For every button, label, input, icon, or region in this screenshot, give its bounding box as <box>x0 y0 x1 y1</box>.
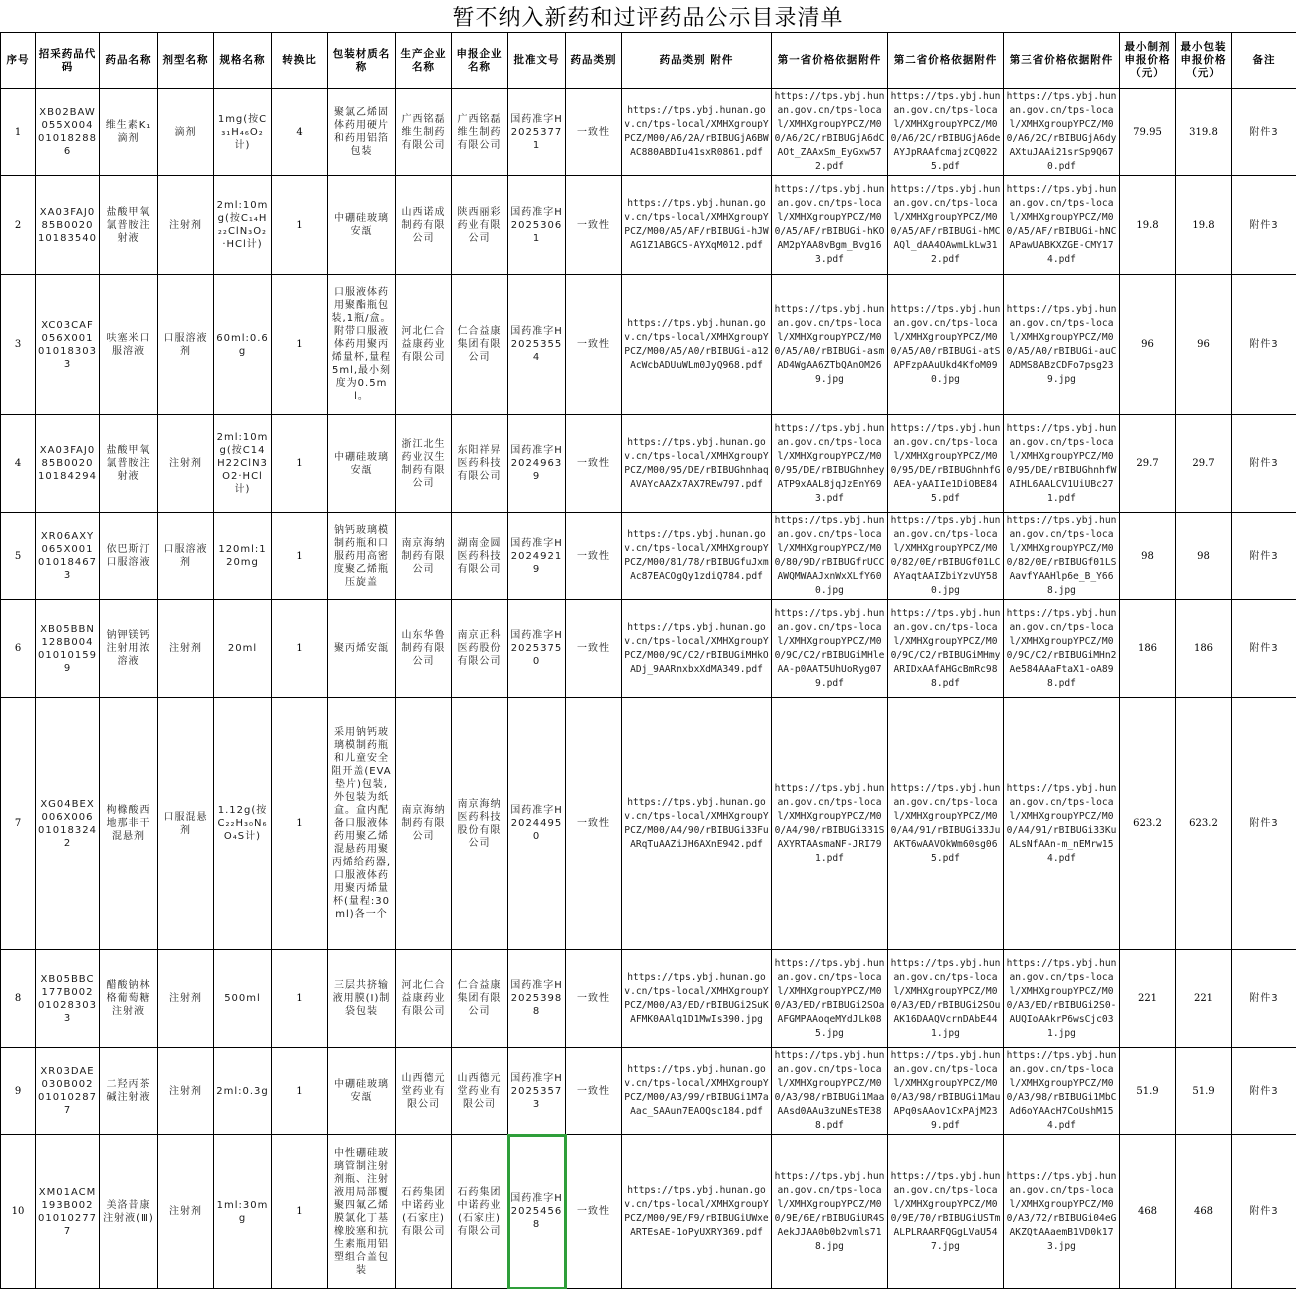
cell-approval[interactable]: 国药准字H20244950 <box>508 698 566 950</box>
cell-spec[interactable]: 20ml <box>214 600 272 698</box>
cell-min-pack-price[interactable]: 468 <box>1176 1135 1232 1289</box>
cell-price-basis-1[interactable]: https://tps.ybj.hunan.gov.cn/tps-local/XMHXgroupYPCZ/M00/A3/ED/rBIBUGi2SOaAFGMPAAoqeMYdJLk085.jpg <box>772 950 888 1048</box>
cell-code[interactable]: XB05BBN128B004010101599 <box>36 600 100 698</box>
cell-pack[interactable]: 口服液体药用聚酯瓶包装,1瓶/盒。附带口服液体药用聚丙烯量杯,量程5ml,最小刻度为0.5ml。 <box>328 275 396 415</box>
cell-min-prep-price[interactable]: 79.95 <box>1120 89 1176 176</box>
cell-price-basis-2[interactable]: https://tps.ybj.hunan.gov.cn/tps-local/XMHXgroupYPCZ/M00/9E/70/rBIBUGiUSTmALPLRAARFQGgLVaU547.jpg <box>888 1135 1004 1289</box>
cell-category-attachment[interactable]: https://tps.ybj.hunan.gov.cn/tps-local/XMHXgroupYPCZ/M00/A3/99/rBIBUGi1M7aAac_SAAun7EAOQsc184.pdf <box>622 1048 772 1135</box>
cell-note[interactable]: 附件3 <box>1232 415 1296 513</box>
cell-pack[interactable]: 中硼硅玻璃安瓿 <box>328 176 396 275</box>
cell-price-basis-3[interactable]: https://tps.ybj.hunan.gov.cn/tps-local/XMHXgroupYPCZ/M00/A3/98/rBIBUGi1MbCAd6oYAAcH7CoUshM154.pdf <box>1004 1048 1120 1135</box>
cell-price-basis-3[interactable]: https://tps.ybj.hunan.gov.cn/tps-local/XMHXgroupYPCZ/M00/95/DE/rBIBUGhnhfWAIHL6AALCV1UiUBc271.pdf <box>1004 415 1120 513</box>
cell-maker[interactable]: 山东华鲁制药有限公司 <box>396 600 452 698</box>
cell-spec[interactable]: 500ml <box>214 950 272 1048</box>
cell-note[interactable]: 附件3 <box>1232 950 1296 1048</box>
cell-spec[interactable]: 1ml:30mg <box>214 1135 272 1289</box>
cell-price-basis-2[interactable]: https://tps.ybj.hunan.gov.cn/tps-local/XMHXgroupYPCZ/M00/A6/2C/rBIBUGjA6deAYJpRAAfcmajzCQ0225.pdf <box>888 89 1004 176</box>
cell-ratio[interactable]: 1 <box>272 1048 328 1135</box>
table-row <box>1 698 1296 950</box>
cell-category-attachment[interactable]: https://tps.ybj.hunan.gov.cn/tps-local/XMHXgroupYPCZ/M00/A3/ED/rBIBUGi2SuKAFMK0AAlq1D1MwIs390.jpg <box>622 950 772 1048</box>
cell-applicant[interactable]: 湖南金圆医药科技有限公司 <box>452 513 508 600</box>
cell-code[interactable]: XB05BBC177B002010283033 <box>36 950 100 1048</box>
col-header-seq[interactable]: 序号 <box>1 33 36 89</box>
cell-min-prep-price[interactable]: 29.7 <box>1120 415 1176 513</box>
cell-pack[interactable]: 聚丙烯安瓿 <box>328 600 396 698</box>
cell-code[interactable]: XA03FAJ085B002010184294 <box>36 415 100 513</box>
cell-seq[interactable]: 6 <box>1 600 36 698</box>
cell-note[interactable]: 附件3 <box>1232 275 1296 415</box>
cell-code[interactable]: XC03CAF056X001010183033 <box>36 275 100 415</box>
cell-seq[interactable]: 4 <box>1 415 36 513</box>
cell-price-basis-3[interactable]: https://tps.ybj.hunan.gov.cn/tps-local/XMHXgroupYPCZ/M00/A6/2C/rBIBUGjA6dyAXtuJAAi21srSp9Q670.pdf <box>1004 89 1120 176</box>
cell-maker[interactable]: 河北仁合益康药业有限公司 <box>396 950 452 1048</box>
cell-category[interactable]: 一致性 <box>566 1135 622 1289</box>
cell-approval[interactable]: 国药准字H20253988 <box>508 950 566 1048</box>
cell-maker[interactable]: 浙江北生药业汉生制药有限公司 <box>396 415 452 513</box>
cell-spec[interactable]: 120ml:120mg <box>214 513 272 600</box>
cell-form[interactable]: 注射剂 <box>158 176 214 275</box>
cell-pack[interactable]: 中硼硅玻璃安瓿 <box>328 415 396 513</box>
col-header-code[interactable]: 招采药品代码 <box>36 33 100 89</box>
cell-category[interactable]: 一致性 <box>566 600 622 698</box>
cell-ratio[interactable]: 1 <box>272 698 328 950</box>
cell-ratio[interactable]: 1 <box>272 513 328 600</box>
cell-name[interactable]: 二羟丙茶碱注射液 <box>100 1048 158 1135</box>
cell-name[interactable]: 醋酸钠林格葡萄糖注射液 <box>100 950 158 1048</box>
cell-maker[interactable]: 山西德元堂药业有限公司 <box>396 1048 452 1135</box>
cell-note[interactable]: 附件3 <box>1232 1048 1296 1135</box>
cell-price-basis-2[interactable]: https://tps.ybj.hunan.gov.cn/tps-local/XMHXgroupYPCZ/M00/9C/C2/rBIBUGiMHmyARIDxAAfAHGcBmRc988.pdf <box>888 600 1004 698</box>
cell-code[interactable]: XR03DAE030B002010102877 <box>36 1048 100 1135</box>
col-header-price-basis-3[interactable]: 第三省价格依据附件 <box>1004 33 1120 89</box>
cell-category-attachment[interactable]: https://tps.ybj.hunan.gov.cn/tps-local/XMHXgroupYPCZ/M00/A5/AF/rBIBUGi-hJWAG1Z1ABGCS-AYXqM012.pdf <box>622 176 772 275</box>
cell-form[interactable]: 注射剂 <box>158 1135 214 1289</box>
cell-price-basis-1[interactable]: https://tps.ybj.hunan.gov.cn/tps-local/XMHXgroupYPCZ/M00/A6/2C/rBIBUGjA6dCAOt_ZAAxSm_EyGxw572.pdf <box>772 89 888 176</box>
cell-category[interactable]: 一致性 <box>566 275 622 415</box>
table-row <box>1 1048 1296 1135</box>
cell-name[interactable]: 呋塞米口服溶液 <box>100 275 158 415</box>
cell-price-basis-1[interactable]: https://tps.ybj.hunan.gov.cn/tps-local/XMHXgroupYPCZ/M00/A4/90/rBIBUGi331SAXYRTAAsmaNF-JRI791.pdf <box>772 698 888 950</box>
cell-seq[interactable]: 9 <box>1 1048 36 1135</box>
cell-min-pack-price[interactable]: 221 <box>1176 950 1232 1048</box>
cell-note[interactable]: 附件3 <box>1232 513 1296 600</box>
cell-min-prep-price[interactable]: 221 <box>1120 950 1176 1048</box>
cell-spec[interactable]: 1mg(按C₃₁H₄₆O₂计) <box>214 89 272 176</box>
cell-category-attachment[interactable]: https://tps.ybj.hunan.gov.cn/tps-local/XMHXgroupYPCZ/M00/A5/A0/rBIBUGi-a12AcWcbADUuWLm0JyQ968.pdf <box>622 275 772 415</box>
drug-list-table <box>0 32 1296 1289</box>
cell-pack[interactable]: 三层共挤输液用膜(Ⅰ)制袋包装 <box>328 950 396 1048</box>
col-header-maker[interactable]: 生产企业名称 <box>396 33 452 89</box>
cell-category[interactable]: 一致性 <box>566 698 622 950</box>
table-row <box>1 415 1296 513</box>
cell-maker[interactable]: 石药集团中诺药业(石家庄)有限公司 <box>396 1135 452 1289</box>
cell-ratio[interactable]: 1 <box>272 415 328 513</box>
col-header-approval[interactable]: 批准文号 <box>508 33 566 89</box>
cell-price-basis-2[interactable]: https://tps.ybj.hunan.gov.cn/tps-local/XMHXgroupYPCZ/M00/A5/AF/rBIBUGi-hMCAQl_dAA4OAwmLkLw312.pdf <box>888 176 1004 275</box>
cell-spec[interactable]: 2ml:10mg(按C₁₄H₂₂ClN₃O₂·HCl计) <box>214 176 272 275</box>
cell-form[interactable]: 注射剂 <box>158 1048 214 1135</box>
cell-maker[interactable]: 广西铭磊维生制药有限公司 <box>396 89 452 176</box>
cell-applicant[interactable]: 仁合益康集团有限公司 <box>452 950 508 1048</box>
cell-min-pack-price[interactable]: 98 <box>1176 513 1232 600</box>
cell-category-attachment[interactable]: https://tps.ybj.hunan.gov.cn/tps-local/XMHXgroupYPCZ/M00/A6/2A/rBIBUGjA6BWAC880ABDIu41sxR0861.pdf <box>622 89 772 176</box>
cell-form[interactable]: 口服混悬剂 <box>158 698 214 950</box>
cell-code[interactable]: XB02BAW055X004010182886 <box>36 89 100 176</box>
cell-name[interactable]: 依巴斯汀口服溶液 <box>100 513 158 600</box>
cell-category[interactable]: 一致性 <box>566 176 622 275</box>
col-header-ratio[interactable]: 转换比 <box>272 33 328 89</box>
cell-price-basis-2[interactable]: https://tps.ybj.hunan.gov.cn/tps-local/XMHXgroupYPCZ/M00/A3/ED/rBIBUGi2SOuAK16DAAQVcrnDAbE441.jpg <box>888 950 1004 1048</box>
cell-category[interactable]: 一致性 <box>566 1048 622 1135</box>
table-row <box>1 950 1296 1048</box>
cell-seq[interactable]: 8 <box>1 950 36 1048</box>
cell-applicant[interactable]: 广西铭磊维生制药有限公司 <box>452 89 508 176</box>
cell-spec[interactable]: 2ml:0.3g <box>214 1048 272 1135</box>
cell-applicant[interactable]: 东阳祥昇医药科技有限公司 <box>452 415 508 513</box>
header-row <box>1 33 1296 89</box>
cell-price-basis-1[interactable]: https://tps.ybj.hunan.gov.cn/tps-local/XMHXgroupYPCZ/M00/9E/6E/rBIBUGiUR4SAekJJAA0b0b2vmls718.jpg <box>772 1135 888 1289</box>
cell-price-basis-3[interactable]: https://tps.ybj.hunan.gov.cn/tps-local/XMHXgroupYPCZ/M00/9C/C2/rBIBUGiMHn2Ae584AAaFtaX1-oA898.pdf <box>1004 600 1120 698</box>
cell-price-basis-3[interactable]: https://tps.ybj.hunan.gov.cn/tps-local/XMHXgroupYPCZ/M00/A3/ED/rBIBUGi2S0-AUQIoAAkrP6wsCjc031.jpg <box>1004 950 1120 1048</box>
cell-min-prep-price[interactable]: 19.8 <box>1120 176 1176 275</box>
cell-price-basis-1[interactable]: https://tps.ybj.hunan.gov.cn/tps-local/XMHXgroupYPCZ/M00/A5/A0/rBIBUGi-asmAD4WgAA6ZTbQAnOM269.jpg <box>772 275 888 415</box>
cell-approval-selected[interactable]: 国药准字H20254568 <box>508 1135 566 1289</box>
cell-category[interactable]: 一致性 <box>566 513 622 600</box>
cell-form[interactable]: 滴剂 <box>158 89 214 176</box>
col-header-spec[interactable]: 规格名称 <box>214 33 272 89</box>
cell-ratio[interactable]: 1 <box>272 1135 328 1289</box>
cell-form[interactable]: 口服溶液剂 <box>158 275 214 415</box>
cell-approval[interactable]: 国药准字H20253061 <box>508 176 566 275</box>
cell-pack[interactable]: 聚氯乙烯固体药用硬片和药用铝箔包装 <box>328 89 396 176</box>
table-row <box>1 600 1296 698</box>
cell-category-attachment[interactable]: https://tps.ybj.hunan.gov.cn/tps-local/XMHXgroupYPCZ/M00/95/DE/rBIBUGhnhaqAVAYcAAZx7AX7REw797.pdf <box>622 415 772 513</box>
col-header-pack[interactable]: 包装材质名称 <box>328 33 396 89</box>
col-header-category[interactable]: 药品类别 <box>566 33 622 89</box>
table-row <box>1 176 1296 275</box>
cell-approval[interactable]: 国药准字H20249639 <box>508 415 566 513</box>
cell-pack[interactable]: 采用钠钙玻璃模制药瓶和儿童安全阻开盖(EVA垫片)包装,外包装为纸盒。盒内配备口服液体药用聚乙烯混悬药用聚丙烯给药器,口服液体药用聚丙烯量杯(量程:30ml)各一个 <box>328 698 396 950</box>
cell-category-attachment[interactable]: https://tps.ybj.hunan.gov.cn/tps-local/XMHXgroupYPCZ/M00/81/78/rBIBUGfuJxmAc87EACOgQy1zdiQ784.pdf <box>622 513 772 600</box>
cell-price-basis-1[interactable]: https://tps.ybj.hunan.gov.cn/tps-local/XMHXgroupYPCZ/M00/A5/AF/rBIBUGi-hKOAM2pYAA8vBgm_Bvg163.pdf <box>772 176 888 275</box>
cell-maker[interactable]: 山西诺成制药有限公司 <box>396 176 452 275</box>
cell-approval[interactable]: 国药准字H20253573 <box>508 1048 566 1135</box>
cell-maker[interactable]: 河北仁合益康药业有限公司 <box>396 275 452 415</box>
col-header-price-basis-1[interactable]: 第一省价格依据附件 <box>772 33 888 89</box>
cell-approval[interactable]: 国药准字H20253771 <box>508 89 566 176</box>
cell-min-prep-price[interactable]: 96 <box>1120 275 1176 415</box>
cell-ratio[interactable]: 1 <box>272 176 328 275</box>
table-row <box>1 513 1296 600</box>
cell-form[interactable]: 注射剂 <box>158 600 214 698</box>
cell-price-basis-2[interactable]: https://tps.ybj.hunan.gov.cn/tps-local/XMHXgroupYPCZ/M00/A4/91/rBIBUGi33JuAKT6wAAVOkWm60sg065.pdf <box>888 698 1004 950</box>
table-row <box>1 1135 1296 1289</box>
cell-min-prep-price[interactable]: 98 <box>1120 513 1176 600</box>
cell-note[interactable]: 附件3 <box>1232 89 1296 176</box>
cell-form[interactable]: 注射剂 <box>158 950 214 1048</box>
cell-price-basis-3[interactable]: https://tps.ybj.hunan.gov.cn/tps-local/XMHXgroupYPCZ/M00/82/0E/rBIBUGf01LSAavfYAAHlp6e_B_Y668.jpg <box>1004 513 1120 600</box>
cell-note[interactable]: 附件3 <box>1232 600 1296 698</box>
cell-min-pack-price[interactable]: 51.9 <box>1176 1048 1232 1135</box>
cell-applicant[interactable]: 仁合益康集团有限公司 <box>452 275 508 415</box>
cell-note[interactable]: 附件3 <box>1232 176 1296 275</box>
cell-code[interactable]: XG04BEX006X006010183242 <box>36 698 100 950</box>
cell-name[interactable]: 盐酸甲氧氯普胺注射液 <box>100 415 158 513</box>
cell-code[interactable]: XA03FAJ085B002010183540 <box>36 176 100 275</box>
cell-applicant[interactable]: 陕西丽彩药业有限公司 <box>452 176 508 275</box>
col-header-price-basis-2[interactable]: 第二省价格依据附件 <box>888 33 1004 89</box>
cell-maker[interactable]: 南京海纳制药有限公司 <box>396 513 452 600</box>
cell-name[interactable]: 枸橼酸西地那非干混悬剂 <box>100 698 158 950</box>
cell-price-basis-3[interactable]: https://tps.ybj.hunan.gov.cn/tps-local/XMHXgroupYPCZ/M00/A3/72/rBIBUGi04eGAKZQtAAaemB1VD0k173.jpg <box>1004 1135 1120 1289</box>
cell-price-basis-2[interactable]: https://tps.ybj.hunan.gov.cn/tps-local/XMHXgroupYPCZ/M00/95/DE/rBIBUGhnhfGAEA-yAAIIe1DiOBE845.pdf <box>888 415 1004 513</box>
cell-code[interactable]: XR06AXY065X001010184673 <box>36 513 100 600</box>
cell-price-basis-2[interactable]: https://tps.ybj.hunan.gov.cn/tps-local/XMHXgroupYPCZ/M00/82/0E/rBIBUGf01LCAYaqtAAIZbiYzvUY580.jpg <box>888 513 1004 600</box>
cell-spec[interactable]: 60ml:0.6g <box>214 275 272 415</box>
col-header-min-pack-price[interactable]: 最小包装申报价格（元） <box>1176 33 1232 89</box>
col-header-form[interactable]: 剂型名称 <box>158 33 214 89</box>
sheet-title: 暂不纳入新药和过评药品公示目录清单 <box>0 0 1296 32</box>
col-header-min-prep-price[interactable]: 最小制剂申报价格（元） <box>1120 33 1176 89</box>
cell-maker[interactable]: 南京海纳制药有限公司 <box>396 698 452 950</box>
cell-approval[interactable]: 国药准字H20253554 <box>508 275 566 415</box>
cell-category[interactable]: 一致性 <box>566 950 622 1048</box>
cell-applicant[interactable]: 山西德元堂药业有限公司 <box>452 1048 508 1135</box>
cell-price-basis-3[interactable]: https://tps.ybj.hunan.gov.cn/tps-local/XMHXgroupYPCZ/M00/A5/A0/rBIBUGi-auCADMS8ABzCDFo7psg239.jpg <box>1004 275 1120 415</box>
cell-name[interactable]: 美洛昔康注射液(Ⅲ) <box>100 1135 158 1289</box>
cell-applicant[interactable]: 南京正科医药股份有限公司 <box>452 600 508 698</box>
table-row <box>1 89 1296 176</box>
col-header-note[interactable]: 备注 <box>1232 33 1296 89</box>
cell-ratio[interactable]: 4 <box>272 89 328 176</box>
cell-note[interactable]: 附件3 <box>1232 698 1296 950</box>
cell-code[interactable]: XM01ACM193B002010102777 <box>36 1135 100 1289</box>
cell-price-basis-2[interactable]: https://tps.ybj.hunan.gov.cn/tps-local/XMHXgroupYPCZ/M00/A3/98/rBIBUGi1MauAPq0sAAov1CxPAjM239.pdf <box>888 1048 1004 1135</box>
cell-price-basis-1[interactable]: https://tps.ybj.hunan.gov.cn/tps-local/XMHXgroupYPCZ/M00/80/9D/rBIBUGfrUCCAWQMWAAJxnWxXLfY600.jpg <box>772 513 888 600</box>
cell-category[interactable]: 一致性 <box>566 89 622 176</box>
cell-min-pack-price[interactable]: 19.8 <box>1176 176 1232 275</box>
cell-approval[interactable]: 国药准字H20253750 <box>508 600 566 698</box>
cell-applicant[interactable]: 南京海纳医药科技股份有限公司 <box>452 698 508 950</box>
cell-min-prep-price[interactable]: 468 <box>1120 1135 1176 1289</box>
col-header-name[interactable]: 药品名称 <box>100 33 158 89</box>
cell-category-attachment[interactable]: https://tps.ybj.hunan.gov.cn/tps-local/XMHXgroupYPCZ/M00/9C/C2/rBIBUGiMHkOADj_9AARnxbxXdMA349.pdf <box>622 600 772 698</box>
cell-min-prep-price[interactable]: 51.9 <box>1120 1048 1176 1135</box>
cell-seq[interactable]: 10 <box>1 1135 36 1289</box>
cell-price-basis-3[interactable]: https://tps.ybj.hunan.gov.cn/tps-local/XMHXgroupYPCZ/M00/A4/91/rBIBUGi33KuALsNfAAn-m_nEMrw154.pdf <box>1004 698 1120 950</box>
cell-name[interactable]: 盐酸甲氧氯普胺注射液 <box>100 176 158 275</box>
cell-min-pack-price[interactable]: 623.2 <box>1176 698 1232 950</box>
cell-price-basis-2[interactable]: https://tps.ybj.hunan.gov.cn/tps-local/XMHXgroupYPCZ/M00/A5/A0/rBIBUGi-atSAPFzpAAuUkd4KfoM090.jpg <box>888 275 1004 415</box>
cell-ratio[interactable]: 1 <box>272 275 328 415</box>
cell-pack[interactable]: 钠钙玻璃模制药瓶和口服药用高密度聚乙烯瓶压旋盖 <box>328 513 396 600</box>
cell-name[interactable]: 钠钾镁钙注射用浓溶液 <box>100 600 158 698</box>
cell-seq[interactable]: 3 <box>1 275 36 415</box>
cell-min-pack-price[interactable]: 29.7 <box>1176 415 1232 513</box>
cell-form[interactable]: 注射剂 <box>158 415 214 513</box>
cell-category[interactable]: 一致性 <box>566 415 622 513</box>
cell-ratio[interactable]: 1 <box>272 950 328 1048</box>
cell-seq[interactable]: 5 <box>1 513 36 600</box>
table-row <box>1 275 1296 415</box>
cell-min-pack-price[interactable]: 186 <box>1176 600 1232 698</box>
cell-pack[interactable]: 中性硼硅玻璃管制注射剂瓶、注射液用局部覆聚四氟乙烯膜氯化丁基橡胶塞和抗生素瓶用铝塑组合盖包装 <box>328 1135 396 1289</box>
cell-seq[interactable]: 7 <box>1 698 36 950</box>
cell-applicant[interactable]: 石药集团中诺药业(石家庄)有限公司 <box>452 1135 508 1289</box>
cell-seq[interactable]: 2 <box>1 176 36 275</box>
cell-pack[interactable]: 中硼硅玻璃安瓿 <box>328 1048 396 1135</box>
cell-min-pack-price[interactable]: 96 <box>1176 275 1232 415</box>
col-header-category-attachment[interactable]: 药品类别 附件 <box>622 33 772 89</box>
cell-category-attachment[interactable]: https://tps.ybj.hunan.gov.cn/tps-local/XMHXgroupYPCZ/M00/A4/90/rBIBUGi33FuARqTuAAZiJH6AXnE942.pdf <box>622 698 772 950</box>
cell-price-basis-1[interactable]: https://tps.ybj.hunan.gov.cn/tps-local/XMHXgroupYPCZ/M00/9C/C2/rBIBUGiMHleAA-p0AAT5UhUoRyg079.pdf <box>772 600 888 698</box>
cell-name[interactable]: 维生素K₁滴剂 <box>100 89 158 176</box>
cell-price-basis-1[interactable]: https://tps.ybj.hunan.gov.cn/tps-local/XMHXgroupYPCZ/M00/A3/98/rBIBUGi1MaaAAsd0AAu3zuNEsTE388.pdf <box>772 1048 888 1135</box>
cell-price-basis-1[interactable]: https://tps.ybj.hunan.gov.cn/tps-local/XMHXgroupYPCZ/M00/95/DE/rBIBUGhnheyATP9xAAL8jqJzEnY693.pdf <box>772 415 888 513</box>
cell-min-pack-price[interactable]: 319.8 <box>1176 89 1232 176</box>
cell-min-prep-price[interactable]: 186 <box>1120 600 1176 698</box>
cell-spec[interactable]: 2ml:10mg(按C14H22ClN3O2·HCl计) <box>214 415 272 513</box>
cell-category-attachment[interactable]: https://tps.ybj.hunan.gov.cn/tps-local/XMHXgroupYPCZ/M00/9E/F9/rBIBUGiUWxeARTEsAE-1oPyUXRY369.pdf <box>622 1135 772 1289</box>
cell-price-basis-3[interactable]: https://tps.ybj.hunan.gov.cn/tps-local/XMHXgroupYPCZ/M00/A5/AF/rBIBUGi-hNCAPawUABKXZGE-CMY174.pdf <box>1004 176 1120 275</box>
cell-spec[interactable]: 1.12g(按C₂₂H₃₀N₆O₄S计) <box>214 698 272 950</box>
cell-approval[interactable]: 国药准字H20249219 <box>508 513 566 600</box>
cell-note[interactable]: 附件3 <box>1232 1135 1296 1289</box>
cell-seq[interactable]: 1 <box>1 89 36 176</box>
cell-ratio[interactable]: 1 <box>272 600 328 698</box>
col-header-applicant[interactable]: 申报企业名称 <box>452 33 508 89</box>
cell-form[interactable]: 口服溶液剂 <box>158 513 214 600</box>
cell-min-prep-price[interactable]: 623.2 <box>1120 698 1176 950</box>
